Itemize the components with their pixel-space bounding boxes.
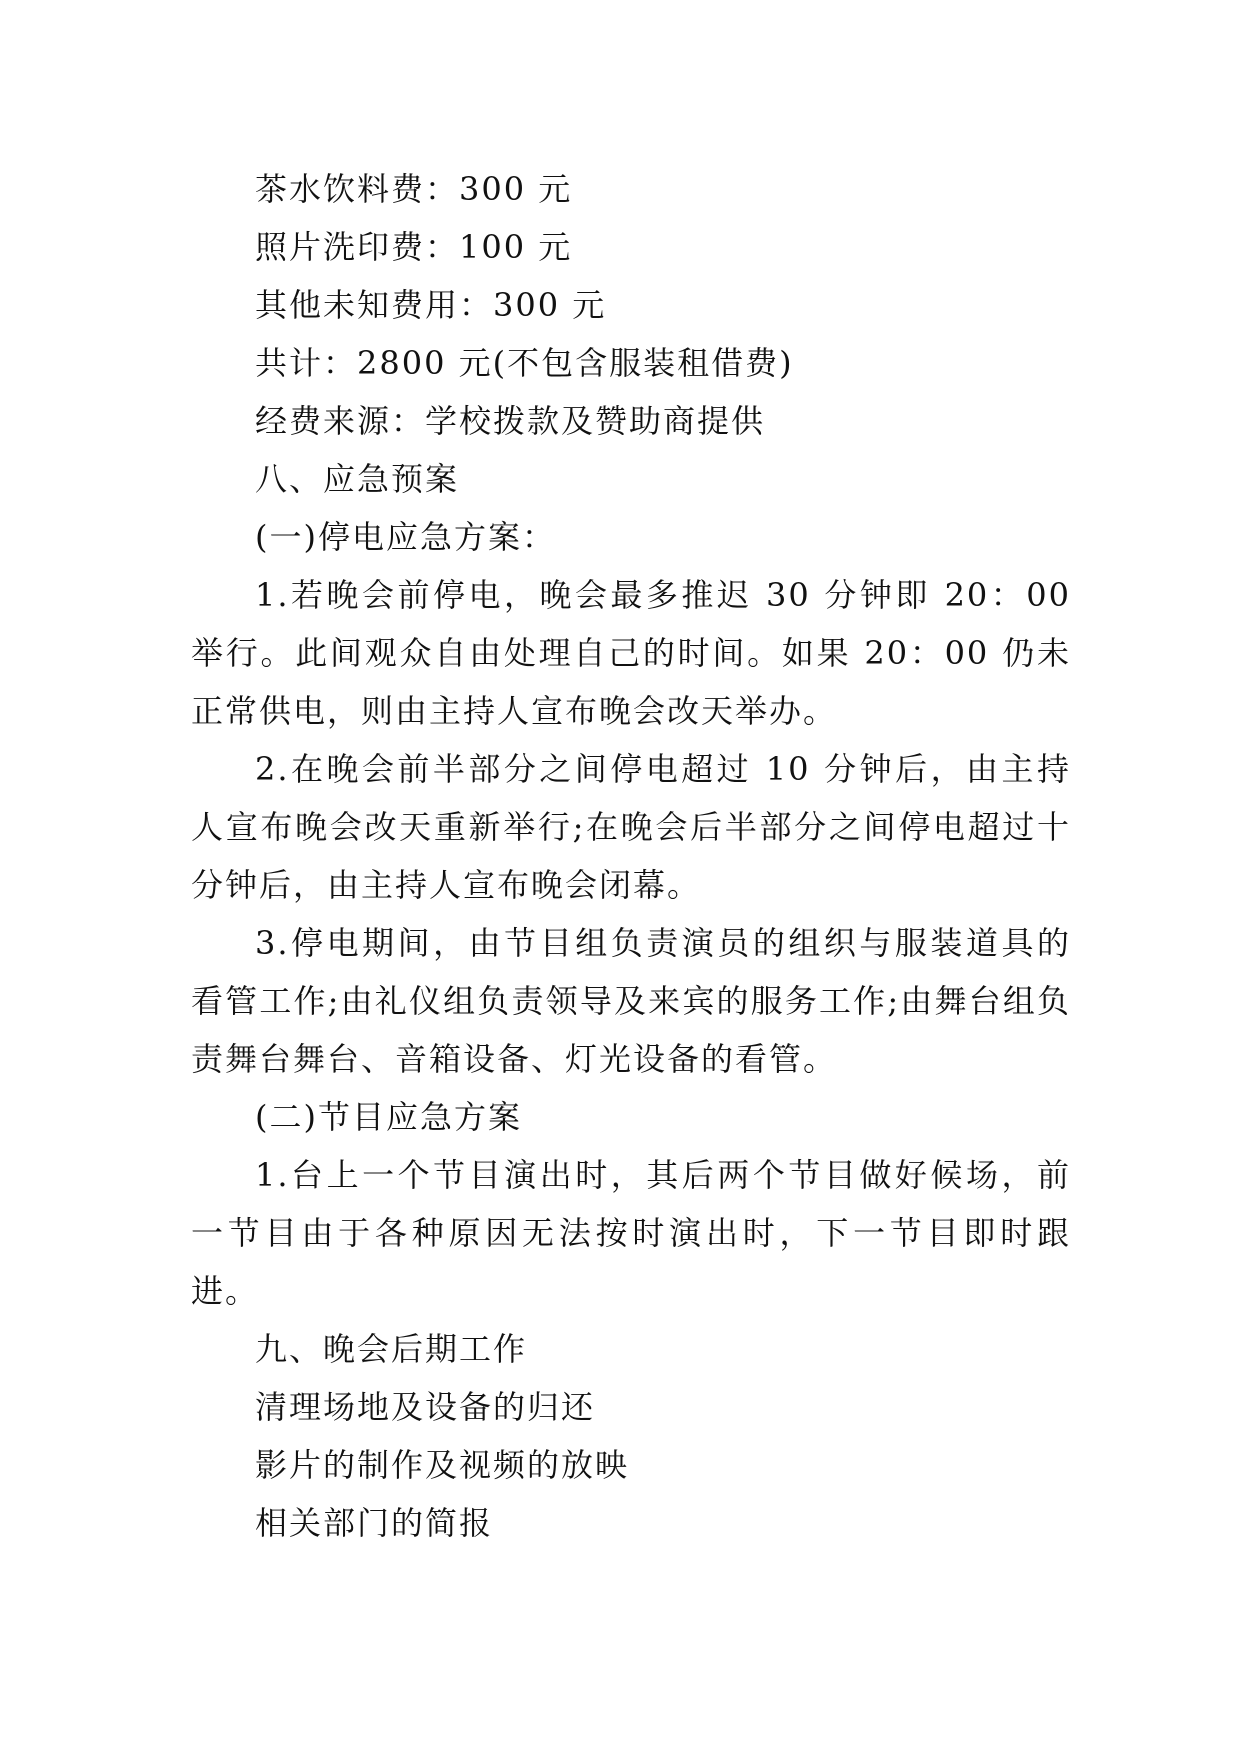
section-heading-emergency: 八、应急预案	[255, 460, 460, 498]
budget-total: 共计：2800 元(不包含服装租借费)	[255, 344, 794, 382]
budget-line-photo: 照片洗印费：100 元	[255, 228, 573, 266]
program-emergency-item-1: 1.台上一个节目演出时，其后两个节目做好候场，前一节目由于各种原因无法按时演出时，下一节目即时跟进。	[191, 1156, 1071, 1310]
power-outage-item-3: 3.停电期间，由节目组负责演员的组织与服装道具的看管工作;由礼仪组负责领导及来宾的服务工作;由舞台组负责舞台舞台、音箱设备、灯光设备的看管。	[191, 924, 1071, 1078]
budget-line-tea: 茶水饮料费：300 元	[255, 170, 573, 208]
subsection-heading-power: (一)停电应急方案：	[255, 518, 556, 556]
power-outage-item-2: 2.在晚会前半部分之间停电超过 10 分钟后，由主持人宣布晚会改天重新举行;在晚会后半部分之间停电超过十分钟后，由主持人宣布晚会闭幕。	[191, 750, 1071, 904]
post-event-item-cleanup: 清理场地及设备的归还	[255, 1388, 596, 1426]
section-heading-post-event: 九、晚会后期工作	[255, 1330, 528, 1368]
power-outage-item-1: 1.若晚会前停电，晚会最多推迟 30 分钟即 20：00 举行。此间观众自由处理自己的时间。如果 20：00 仍未正常供电，则由主持人宣布晚会改天举办。	[191, 576, 1071, 730]
budget-line-other: 其他未知费用：300 元	[255, 286, 607, 324]
subsection-heading-program: (二)节目应急方案	[255, 1098, 522, 1136]
document-body	[191, 160, 1071, 1552]
post-event-item-video: 影片的制作及视频的放映	[255, 1446, 630, 1484]
funding-source: 经费来源：学校拨款及赞助商提供	[255, 402, 766, 440]
post-event-item-report: 相关部门的简报	[255, 1504, 494, 1542]
